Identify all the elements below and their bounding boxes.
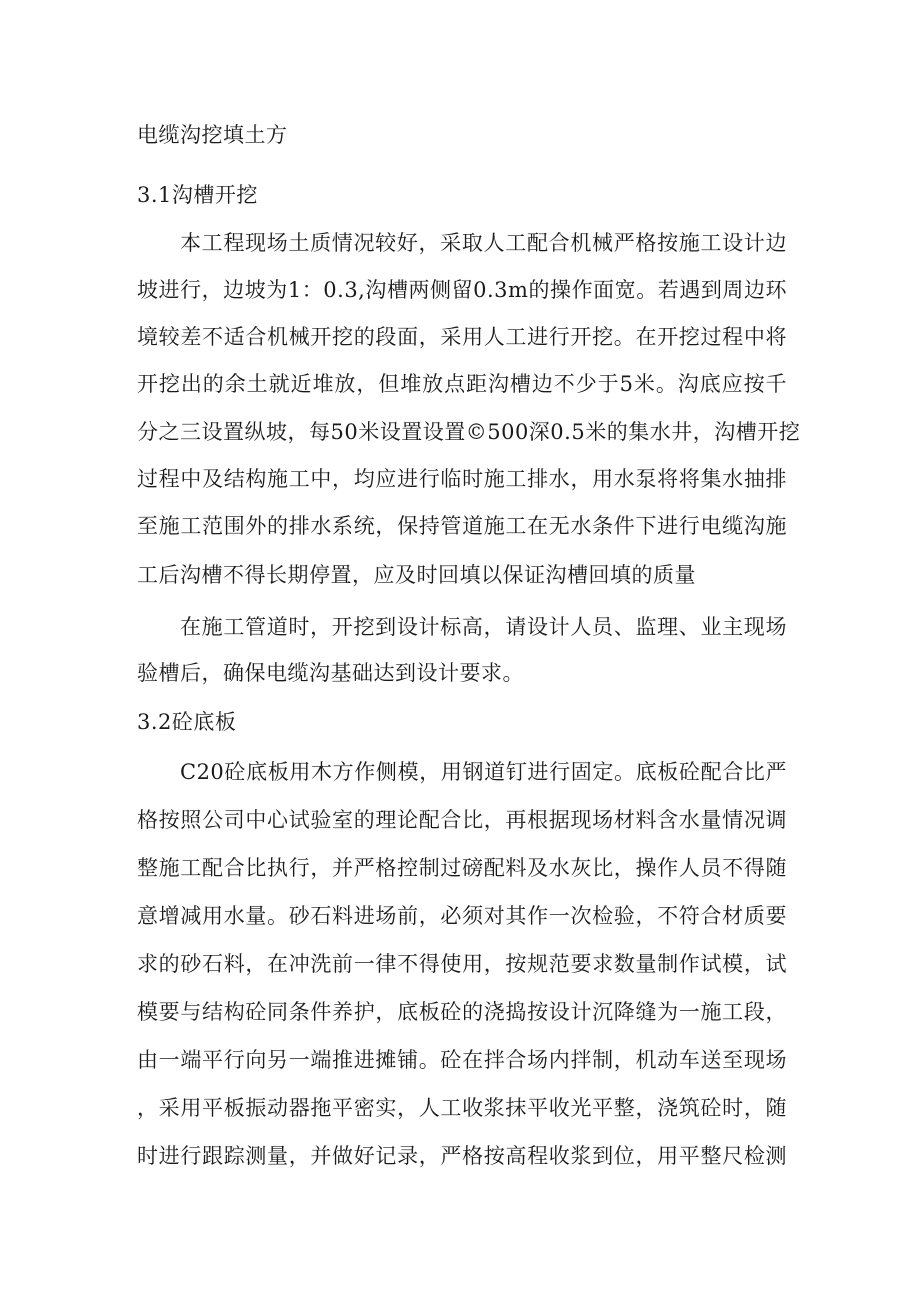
section-heading-3-2: 3.2砼底板 bbox=[137, 710, 237, 734]
text-line: 验槽后，确保电缆沟基础达到设计要求。 bbox=[137, 661, 524, 685]
text-line: 时进行跟踪测量，并做好记录，严格按高程收浆到位，用平整尺检测 bbox=[137, 1144, 787, 1168]
text-line: 本工程现场土质情况较好，采取人工配合机械严格按施工设计边 bbox=[180, 231, 787, 255]
text-line: 意增减用水量。砂石料进场前，必须对其作一次检验，不符合材质要 bbox=[137, 904, 787, 928]
text-line: 求的砂石料，在冲洗前一律不得使用，按规范要求数量制作试模，试 bbox=[137, 952, 787, 976]
text-line: 分之三设置纵坡，每50米设置设置©500深0.5米的集水井，沟槽开挖 bbox=[137, 420, 801, 444]
text-line: 过程中及结构施工中，均应进行临时施工排水，用水泵将将集水抽排 bbox=[137, 467, 787, 491]
section-heading-3-1: 3.1沟槽开挖 bbox=[137, 183, 258, 207]
text-line: C20砼底板用木方作侧模，用钢道钉进行固定。底板砼配合比严 bbox=[180, 760, 787, 784]
text-line: 工后沟槽不得长期停置，应及时回填以保证沟槽回填的质量 bbox=[137, 563, 696, 587]
text-line: ，采用平板振动器拖平密实，人工收浆抹平收光平整，浇筑砼时，随 bbox=[137, 1096, 787, 1120]
text-line: 模要与结构砼同条件养护，底板砼的浇捣按设计沉降缝为一施工段， bbox=[137, 1000, 787, 1024]
text-line: 整施工配合比执行，并严格控制过磅配料及水灰比，操作人员不得随 bbox=[137, 856, 787, 880]
text-line: 坡进行，边坡为1：0.3,沟槽两侧留0.3m的操作面宽。若遇到周边环 bbox=[137, 278, 787, 302]
text-line: 开挖出的余土就近堆放，但堆放点距沟槽边不少于5米。沟底应按千 bbox=[137, 372, 787, 396]
text-line: 由一端平行向另一端推进摊铺。砼在拌合场内拌制，机动车送至现场 bbox=[137, 1048, 787, 1072]
text-line: 境较差不适合机械开挖的段面，采用人工进行开挖。在开挖过程中将 bbox=[137, 325, 787, 349]
document-title: 电缆沟挖填土方 bbox=[137, 123, 288, 147]
text-line: 格按照公司中心试验室的理论配合比，再根据现场材料含水量情况调 bbox=[137, 808, 787, 832]
text-line: 在施工管道时，开挖到设计标高，请设计人员、监理、业主现场 bbox=[180, 615, 787, 639]
text-line: 至施工范围外的排水系统，保持管道施工在无水条件下进行电缆沟施 bbox=[137, 514, 787, 538]
